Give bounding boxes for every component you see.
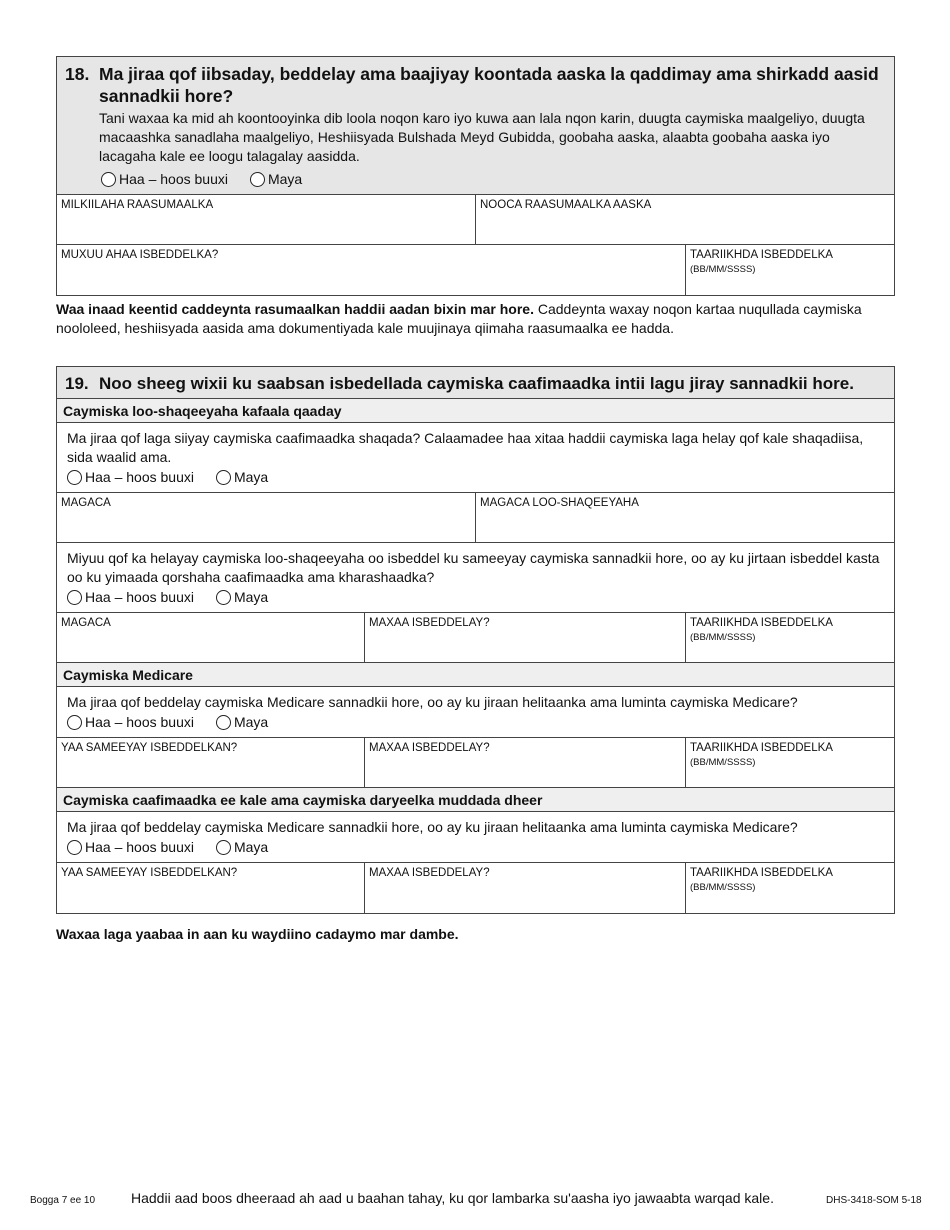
change-date-label: TAARIIKHDA ISBEDDELKA (690, 617, 833, 629)
radio-circle-icon[interactable] (67, 715, 82, 730)
employer-name-field[interactable] (476, 493, 894, 542)
form-id: DHS-3418-SOM 5-18 (826, 1195, 922, 1206)
ltc-what-changed-field[interactable] (365, 863, 686, 913)
employer-name-label: MAGACA LOO-SHAQEEYAHA (480, 497, 639, 509)
ltc-yes-option[interactable] (67, 838, 194, 856)
q19-title-text: Noo sheeg wixii ku saabsan isbedellada caymiska caafimaadka intii lagu jiray sannadkii hore. (99, 374, 854, 393)
q18-title-text: Ma jiraa qof iibsaday, beddelay ama baajiyay koontada aaska la qaddimay ama shirkadd aasid sannadkii hore? (99, 64, 879, 106)
burial-asset-type-label: NOOCA RAASUMAALKA AASKA (480, 199, 652, 211)
employer-q1-fields (57, 493, 894, 543)
q18-row-2 (57, 245, 894, 295)
employer-q1-no-option[interactable] (216, 468, 268, 486)
yes-label: Haa – hoos buuxi (85, 589, 194, 605)
yes-label: Haa – hoos buuxi (85, 714, 194, 730)
q18-no-option[interactable] (250, 170, 302, 188)
q19-header (57, 367, 894, 399)
date-format-hint: (BB/MM/SSSS) (690, 882, 756, 893)
ltc-who-field[interactable] (57, 863, 365, 913)
burial-asset-type-field[interactable] (476, 195, 894, 244)
ltc-no-option[interactable] (216, 838, 268, 856)
employer-q2-name-field[interactable] (57, 613, 365, 662)
employer-q1-text: Ma jiraa qof laga siiyay caymiska caafimaadka shaqada? Calaamadee haa xitaa haddii caymiska laga helay qof kale shaqadiisa, sida waalid ama. (67, 430, 864, 465)
q18-description: Tani waxaa ka mid ah koontooyinka dib loola noqon karo iyo kuwa aan lala nqon karin, duugta caymiska maalgeliyo, duugta macaashka sanadlaha maalgeliyo, Heshiisyada Bulshada Meyd Gubidda, goobaha aaska, alaabta goobaha aaska iyo lacagaha kale ee loogu talagalay aasidda. (99, 110, 865, 164)
medicare-no-option[interactable] (216, 713, 268, 731)
radio-circle-icon[interactable] (250, 172, 265, 187)
radio-circle-icon[interactable] (216, 715, 231, 730)
q18-box (56, 56, 895, 296)
what-changed-label: MAXAA ISBEDDELAY? (369, 742, 490, 754)
medicare-q (57, 687, 894, 738)
employer-q2-change-date-field[interactable] (686, 613, 894, 662)
ltc-change-date-field[interactable] (686, 863, 894, 913)
radio-circle-icon[interactable] (101, 172, 116, 187)
no-label: Maya (233, 714, 269, 730)
asset-owner-field[interactable] (57, 195, 476, 244)
yes-label: Haa – hoos buuxi (85, 839, 194, 855)
who-label: YAA SAMEEYAY ISBEDDELKAN? (61, 867, 238, 879)
q18-no-label: Maya (267, 171, 303, 187)
employer-q2-no-option[interactable] (216, 588, 268, 606)
q18-radio-group (101, 170, 884, 188)
change-date-field[interactable] (686, 245, 894, 295)
proof-note-text: Caddeynta waxay noqon kartaa nuqullada caymiska noololeed, heshiisyada aasida ama dokumentiyada kale muujinaya qiimaha raasumaalka ee hadda. (56, 301, 862, 336)
radio-circle-icon[interactable] (67, 590, 82, 605)
q18-header (57, 57, 894, 195)
medicare-who-field[interactable] (57, 738, 365, 787)
ltc-q (57, 812, 894, 863)
who-label: YAA SAMEEYAY ISBEDDELKAN? (61, 742, 238, 754)
q19-number: 19. (65, 374, 89, 393)
no-label: Maya (233, 469, 269, 485)
ltc-heading: Caymiska caafimaadka ee kale ama caymiska daryeelka muddada dheer (57, 788, 894, 812)
employer-q2-what-changed-field[interactable] (365, 613, 686, 662)
ltc-fields (57, 863, 894, 913)
change-date-label: TAARIIKHDA ISBEDDELKA (690, 249, 833, 261)
radio-circle-icon[interactable] (216, 590, 231, 605)
what-changed-label: MUXUU AHAA ISBEDDELKA? (61, 249, 219, 261)
name-label: MAGACA (61, 617, 111, 629)
q18-yes-label: Haa – hoos buuxi (119, 171, 228, 187)
yes-label: Haa – hoos buuxi (85, 469, 194, 485)
q18-yes-option[interactable] (101, 170, 228, 188)
employer-q2-text: Miyuu qof ka helayay caymiska loo-shaqeeyaha oo isbeddel ku sameeyay caymiska sannadkii hore, oo ay ku jirtaan isbeddel kasta oo ku yimaada qorshaha caafimaadka ama kharashaadka? (67, 550, 880, 585)
date-format-hint: (BB/MM/SSSS) (690, 264, 756, 275)
ltc-radio-group (67, 838, 884, 856)
page-number: Bogga 7 ee 10 (30, 1195, 96, 1206)
radio-circle-icon[interactable] (67, 840, 82, 855)
no-label: Maya (233, 589, 269, 605)
name-label: MAGACA (61, 497, 111, 509)
q19-title (65, 373, 886, 395)
employer-q2 (57, 543, 894, 613)
radio-circle-icon[interactable] (216, 470, 231, 485)
what-changed-field[interactable] (57, 245, 686, 295)
medicare-yes-option[interactable] (67, 713, 194, 731)
medicare-fields (57, 738, 894, 788)
change-date-label: TAARIIKHDA ISBEDDELKA (690, 742, 833, 754)
what-changed-label: MAXAA ISBEDDELAY? (369, 617, 490, 629)
footer-instruction: Haddii aad boos dheeraad ah aad u baahan tahay, ku qor lambarka su'aasha iyo jawaabta warqad kale. (131, 1190, 774, 1206)
employer-q2-fields (57, 613, 894, 663)
q18-row-1 (57, 195, 894, 245)
medicare-q-text: Ma jiraa qof beddelay caymiska Medicare sannadkii hore, oo ay ku jiraan helitaanka ama luminta caymiska Medicare? (67, 694, 798, 710)
q18-number: 18. (65, 64, 90, 84)
proof-note-bold: Waa inaad keentid caddeynta rasumaalkan haddii aadan bixin mar hore. (56, 301, 534, 317)
employer-q2-radio-group (67, 588, 884, 606)
date-format-hint: (BB/MM/SSSS) (690, 632, 756, 643)
change-date-label: TAARIIKHDA ISBEDDELKA (690, 867, 833, 879)
employer-q1-yes-option[interactable] (67, 468, 194, 486)
medicare-change-date-field[interactable] (686, 738, 894, 787)
date-format-hint: (BB/MM/SSSS) (690, 757, 756, 768)
what-changed-label: MAXAA ISBEDDELAY? (369, 867, 490, 879)
bottom-note (56, 925, 896, 944)
asset-owner-label: MILKIILAHA RAASUMAALKA (61, 199, 214, 211)
medicare-heading: Caymiska Medicare (57, 663, 894, 687)
proof-note (56, 300, 896, 338)
employer-q1-name-field[interactable] (57, 493, 476, 542)
employer-q2-yes-option[interactable] (67, 588, 194, 606)
q19-box (56, 366, 895, 914)
radio-circle-icon[interactable] (67, 470, 82, 485)
medicare-what-changed-field[interactable] (365, 738, 686, 787)
ltc-q-text: Ma jiraa qof beddelay caymiska Medicare sannadkii hore, oo ay ku jiraan helitaanka ama luminta caymiska Medicare? (67, 819, 798, 835)
bottom-note-text: Waxaa laga yaabaa in aan ku waydiino cadaymo mar dambe. (56, 926, 459, 942)
employer-insurance-heading: Caymiska loo-shaqeeyaha kafaala qaaday (57, 399, 894, 423)
employer-q1 (57, 423, 894, 493)
medicare-radio-group (67, 713, 884, 731)
radio-circle-icon[interactable] (216, 840, 231, 855)
q18-title (65, 63, 884, 107)
employer-q1-radio-group (67, 468, 884, 486)
no-label: Maya (233, 839, 269, 855)
